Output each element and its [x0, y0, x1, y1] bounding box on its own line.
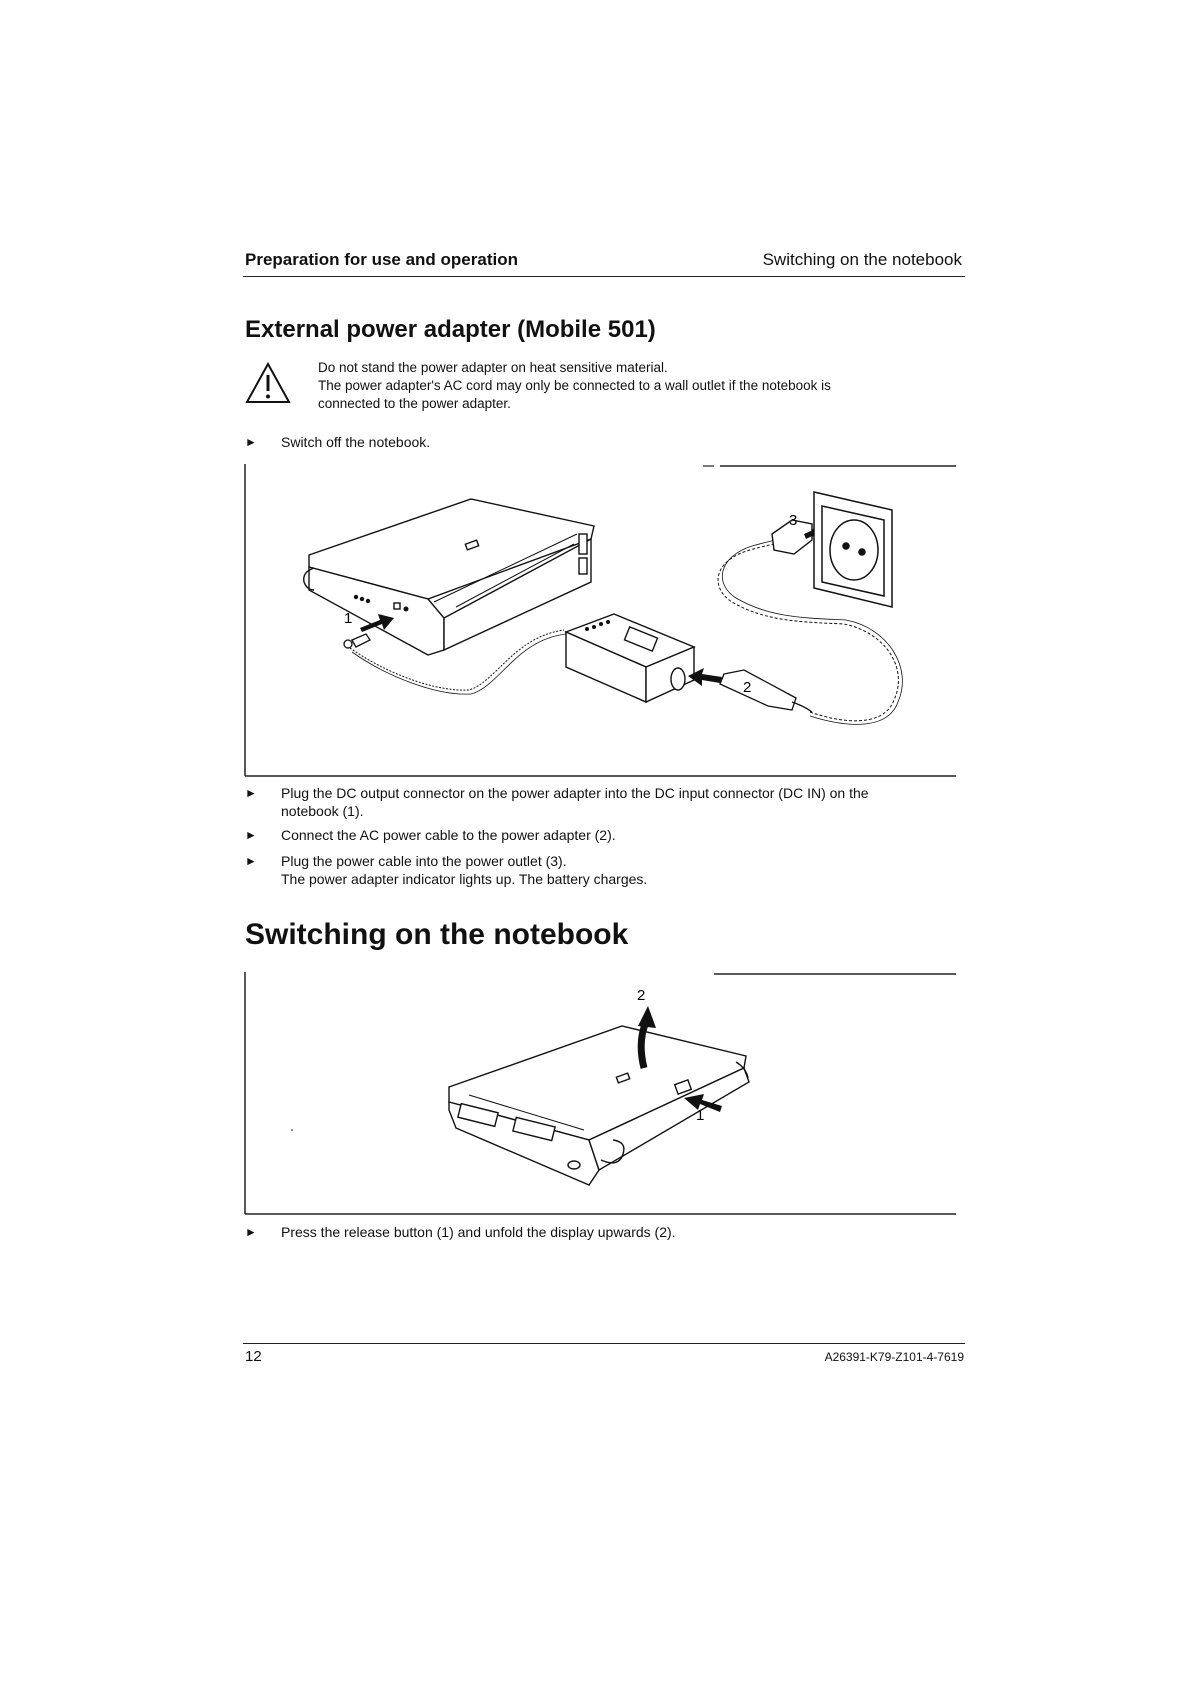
step-text [281, 852, 965, 888]
warning-line: The power adapter's AC cord may only be connected to a wall outlet if the notebook is [318, 378, 831, 393]
step-text [281, 784, 965, 820]
step-line: Plug the power cable into the power outlet (3). [281, 853, 567, 869]
section-title-external-power: External power adapter (Mobile 501) [245, 316, 656, 343]
step-text [281, 826, 965, 844]
power-adapter-drawing [566, 614, 694, 702]
warning-triangle-icon [245, 362, 291, 404]
step-text: Switch off the notebook. [281, 434, 431, 450]
bullet-arrow-icon: ► [245, 435, 257, 449]
page-number: 12 [245, 1348, 262, 1365]
running-header-section: Preparation for use and operation [245, 250, 518, 269]
notebook-drawing [304, 499, 594, 655]
figure-open-notebook [244, 970, 966, 1218]
arrow-icon [638, 1006, 656, 1028]
warning-line: Do not stand the power adapter on heat sensitive material. [318, 360, 668, 375]
step-text: Press the release button (1) and unfold the display upwards (2). [281, 1224, 676, 1240]
document-code: A26391-K79-Z101-4-7619 [824, 1350, 964, 1364]
callout-number: 2 [743, 679, 752, 696]
figure-power-adapter [244, 462, 966, 780]
callout-number: 3 [789, 512, 798, 529]
callout-number: 1 [344, 610, 353, 627]
step-line: notebook (1). [281, 803, 364, 819]
header-rule [243, 276, 965, 277]
step-line: The power adapter indicator lights up. The battery charges. [281, 871, 648, 887]
bullet-arrow-icon: ► [245, 1225, 257, 1239]
warning-text [318, 359, 958, 413]
step-plug-dc [245, 784, 965, 820]
step-line: Plug the DC output connector on the power adapter into the DC input connector (DC IN) on the [281, 785, 869, 801]
bullet-arrow-icon: ► [245, 828, 257, 842]
running-header-topic: Switching on the notebook [762, 250, 962, 269]
warning-line: connected to the power adapter. [318, 396, 511, 411]
step-line: Connect the AC power cable to the power adapter (2). [281, 827, 616, 843]
footer-rule [243, 1343, 965, 1344]
bullet-arrow-icon: ► [245, 786, 257, 800]
bullet-arrow-icon: ► [245, 854, 257, 868]
callout-number: 1 [696, 1107, 705, 1124]
section-title-switching-on: Switching on the notebook [245, 918, 629, 951]
callout-number: 2 [637, 987, 646, 1004]
step-plug-outlet [245, 852, 965, 888]
wall-outlet-drawing [814, 492, 892, 607]
